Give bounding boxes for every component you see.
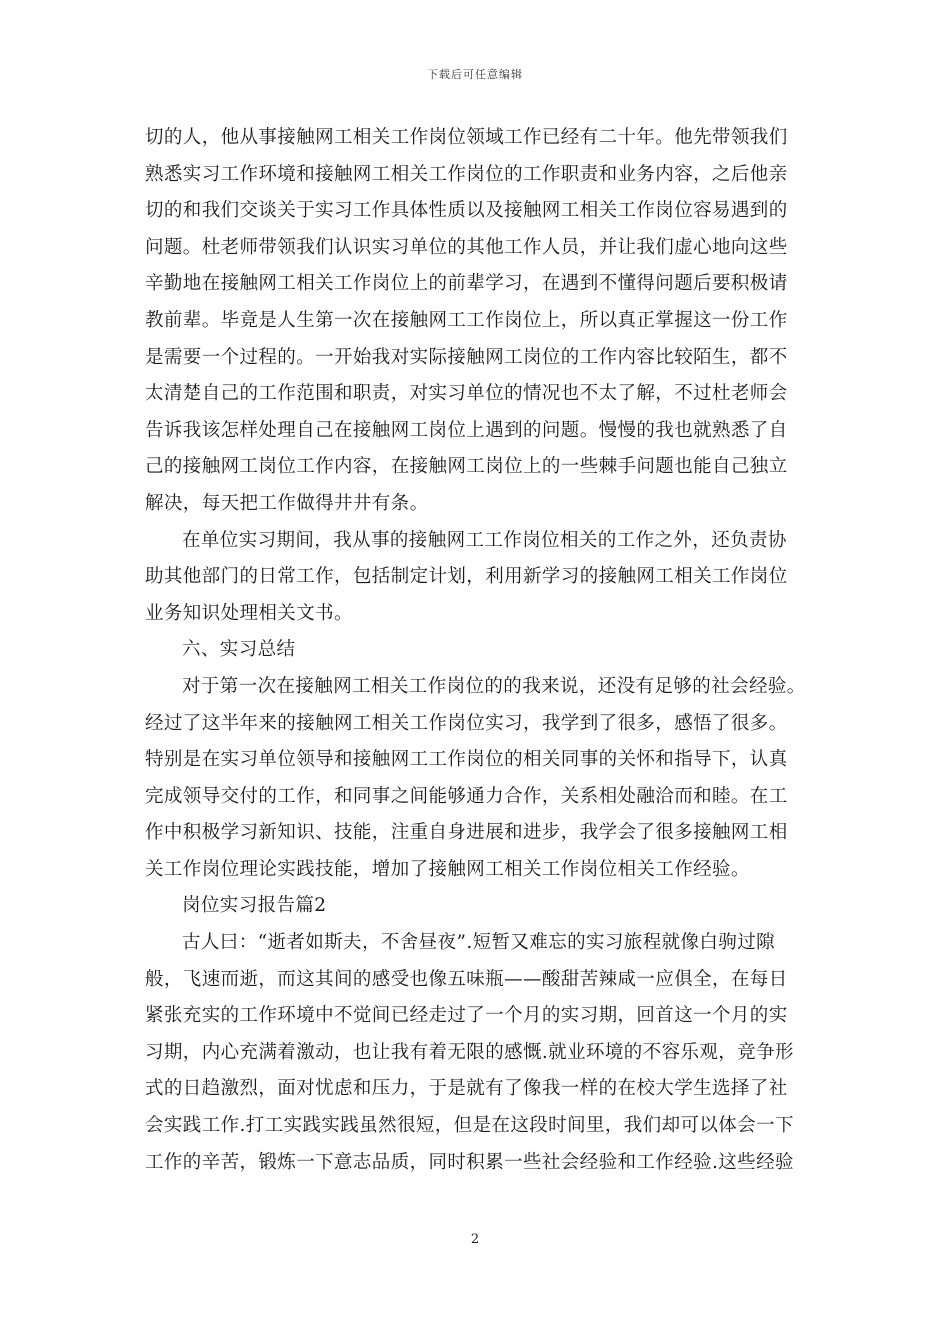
page-number: 2 xyxy=(470,1232,480,1247)
text-line: 熟悉实习工作环境和接触网工相关工作岗位的工作职责和业务内容，之后他亲 xyxy=(145,163,788,185)
text-line: 己的接触网工岗位工作内容，在接触网工岗位上的一些棘手问题也能自己独立 xyxy=(145,456,788,478)
text-line: 特别是在实习单位领导和接触网工工作岗位的相关同事的关怀和指导下，认真 xyxy=(145,749,788,771)
text-line: 助其他部门的日常工作，包括制定计划，利用新学习的接触网工相关工作岗位 xyxy=(145,566,788,588)
section-heading: 六、实习总结 xyxy=(182,639,296,661)
text-line: 会实践工作.打工实践实践虽然很短，但是在这段时间里，我们却可以体会一下 xyxy=(145,1115,794,1137)
text-line: 切的人，他从事接触网工相关工作岗位领域工作已经有二十年。他先带领我们 xyxy=(145,127,788,148)
text-line: 经过了这半年来的接触网工相关工作岗位实习，我学到了很多，感悟了很多。 xyxy=(145,712,788,734)
text-line: 问题。杜老师带领我们认识实习单位的其他工作人员，并让我们虚心地向这些 xyxy=(145,236,788,258)
text-line: 辛勤地在接触网工相关工作岗位上的前辈学习，在遇到不懂得问题后要积极请 xyxy=(145,273,788,295)
text-line: 切的和我们交谈关于实习工作具体性质以及接触网工相关工作岗位容易遇到的 xyxy=(145,200,788,222)
text-line: 紧张充实的工作环境中不觉间已经走过了一个月的实习期，回首这一个月的实 xyxy=(145,1005,788,1027)
text-line: 教前辈。毕竟是人生第一次在接触网工工作岗位上，所以真正掌握这一份工作 xyxy=(145,309,788,331)
text-line: 作中积极学习新知识、技能，注重自身进展和进步，我学会了很多接触网工相 xyxy=(145,822,788,844)
text-line: 解决，每天把工作做得井井有条。 xyxy=(145,492,429,514)
header-note: 下载后可任意编辑 xyxy=(427,68,523,81)
text-line: 是需要一个过程的。一开始我对实际接触网工岗位的工作内容比较陌生，都不 xyxy=(145,346,788,368)
text-line: 告诉我该怎样处理自己在接触网工岗位上遇到的问题。慢慢的我也就熟悉了自 xyxy=(145,419,788,441)
text-line: 太清楚自己的工作范围和职责，对实习单位的情况也不太了解，不过杜老师会 xyxy=(145,383,788,405)
paragraph-start-line: 对于第一次在接触网工相关工作岗位的的我来说，还没有足够的社会经验。 xyxy=(182,675,806,697)
text-line: 关工作岗位理论实践技能，增加了接触网工相关工作岗位相关工作经验。 xyxy=(145,858,750,880)
text-line: 工作的辛苦，锻炼一下意志品质，同时积累一些社会经验和工作经验.这些经验 xyxy=(145,1151,794,1173)
text-line: 完成领导交付的工作，和同事之间能够通力合作，关系相处融洽而和睦。在工 xyxy=(145,785,788,807)
text-line: 业务知识处理相关文书。 xyxy=(145,602,353,624)
text-line: 般，飞速而逝，而这其间的感受也像五味瓶——酸甜苦辣咸一应俱全，在每日 xyxy=(145,968,788,990)
document-body xyxy=(145,120,817,1181)
text-line: 习期，内心充满着激动，也让我有着无限的感慨.就业环境的不容乐观，竞争形 xyxy=(145,1041,794,1063)
text-line: 式的日趋激烈，面对忧虑和压力，于是就有了像我一样的在校大学生选择了社 xyxy=(145,1078,788,1100)
paragraph-start-line: 古人曰：“逝者如斯夫，不舍昼夜”.短暂又难忘的实习旅程就像白驹过隙 xyxy=(182,932,775,954)
paragraph-start-line: 在单位实习期间，我从事的接触网工工作岗位相关的工作之外，还负责协 xyxy=(182,529,787,551)
section-heading: 岗位实习报告篇2 xyxy=(182,895,327,917)
